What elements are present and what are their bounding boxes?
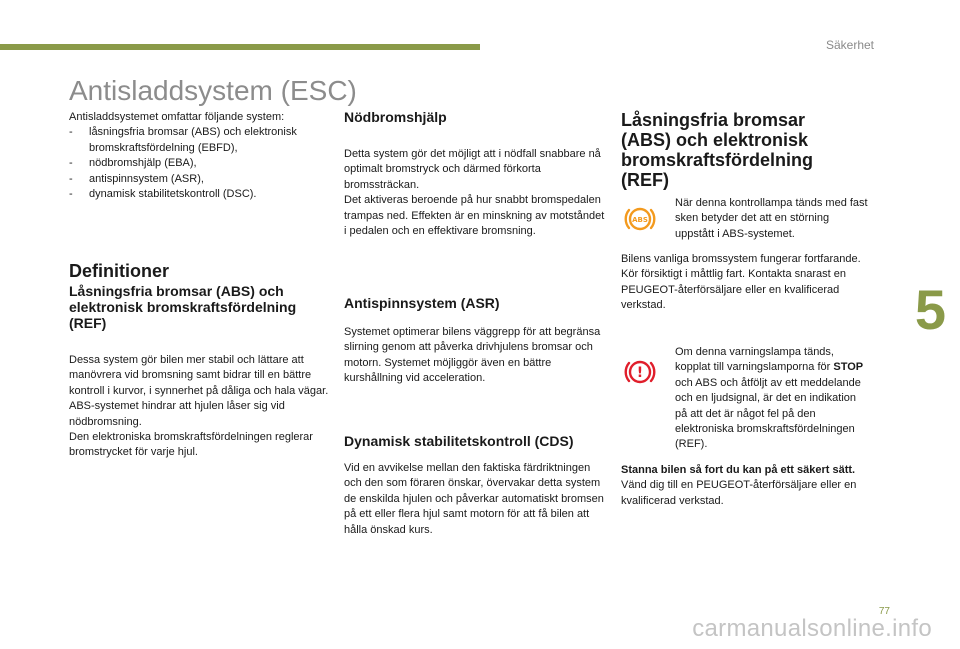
emergency-section: [344, 109, 606, 239]
list-item: - låsningsfria bromsar (ABS) och elektronisk bromskraftsfördelning (EBFD),: [69, 125, 331, 156]
intro-section: [69, 110, 331, 202]
abs-warning-text: När denna kontrollampa tänds med fast sken betyder det att en störning uppstått i ABS-systemet.: [675, 197, 868, 240]
alert-icon-label: !: [636, 365, 644, 381]
ref-warning-block: [621, 345, 871, 453]
abs-section: [621, 110, 871, 190]
list-item: - dynamisk stabilitetskontroll (DSC).: [69, 187, 331, 202]
asr-text: Systemet optimerar bilens väggrepp för att begränsa slirning genom att påverka drivhjulens bromsar och motorn. Systemet möjliggör även en bättre kurshållning vid acceleration.: [344, 326, 601, 385]
abs-heading: Låsningsfria bromsar (ABS) och elektronisk bromskraftsfördelning (REF): [621, 110, 814, 190]
abs-normal-text: Bilens vanliga bromssystem fungerar fortfarande. Kör försiktigt i måttlig fart. Kontakta snarast en PEUGEOT-återförsäljare eller en kvalificerad verkstad.: [621, 253, 861, 312]
stop-advice: Stanna bilen så fort du kan på ett säkert sätt.: [621, 464, 856, 476]
contact-text: Vänd dig till en PEUGEOT-återförsäljare eller en kvalificerad verkstad.: [621, 479, 857, 507]
dsc-heading: Dynamisk stabilitetskontroll (CDS): [344, 433, 574, 449]
stop-word: STOP: [833, 361, 864, 374]
emergency-paragraph: Detta system gör det möjligt att i nödfall snabbare nå optimalt bromstryck och därmed förkorta bromssträckan.: [344, 148, 601, 191]
section-label: Säkerhet: [825, 38, 874, 52]
stop-advice-block: [621, 463, 871, 509]
ref-warning-text-before: Om denna varningslampa tänds, kopplat till varningslamporna för: [675, 346, 834, 374]
ref-warning-text: [675, 345, 871, 453]
dsc-section: [344, 433, 606, 538]
dsc-text: Vid en avvikelse mellan den faktiska färdriktningen och den som föraren önskar, övervakar detta system de enskilda hjulen och påverkar automatiskt bromsen på ett eller flera hjul samt motorn för att få bilen att hålla önskad kurs.: [344, 462, 604, 536]
abs-warning-icon: [623, 202, 657, 236]
chapter-number: 5: [914, 278, 946, 341]
abs-normal-text-block: [621, 252, 871, 314]
definitions-subheading: Låsningsfria bromsar (ABS) och elektronisk bromskraftsfördelning (REF): [69, 283, 297, 331]
emergency-paragraph: Det aktiveras beroende på hur snabbt bromspedalen trampas ned. Effekten är en minskning av motståndet i pedalen och en effektivare bromsning.: [344, 194, 605, 238]
list-item: - nödbromshjälp (EBA),: [69, 156, 331, 171]
asr-section: [344, 295, 606, 387]
definitions-section: [69, 261, 331, 461]
abs-warning-block: [621, 196, 871, 242]
system-list: [69, 125, 331, 202]
emergency-heading: Nödbromshjälp: [344, 109, 447, 125]
definitions-heading: Definitioner: [69, 261, 170, 281]
asr-heading: Antispinnsystem (ASR): [344, 295, 500, 311]
definitions-paragraph: ABS-systemet hindrar att hjulen låser sig vid nödbromsning.: [69, 400, 285, 428]
intro-lead: Antisladdsystemet omfattar följande system:: [69, 111, 285, 123]
watermark: carmanualsonline.info: [692, 615, 932, 642]
header-accent-bar: [0, 44, 480, 50]
page-number: 77: [878, 606, 890, 617]
definitions-paragraph: Den elektroniska bromskraftsfördelningen reglerar bromstrycket för varje hjul.: [69, 431, 313, 459]
abs-icon-label: ABS: [632, 216, 648, 224]
ref-warning-text-after: och ABS och åtföljt av ett meddelande och en ljudsignal, är det en indikation på att det är något fel på den elektroniska bromskraftsfördelningen (REF).: [675, 376, 861, 451]
brake-alert-icon: [623, 355, 657, 389]
definitions-paragraph: Dessa system gör bilen mer stabil och lättare att manövrera vid bromsning samt bidrar till en bättre kontroll i kurvor, i synnerhet på dåliga och hala vägar.: [69, 354, 329, 397]
list-item: - antispinnsystem (ASR),: [69, 172, 331, 187]
page-title: Antisladdsystem (ESC): [69, 75, 357, 106]
